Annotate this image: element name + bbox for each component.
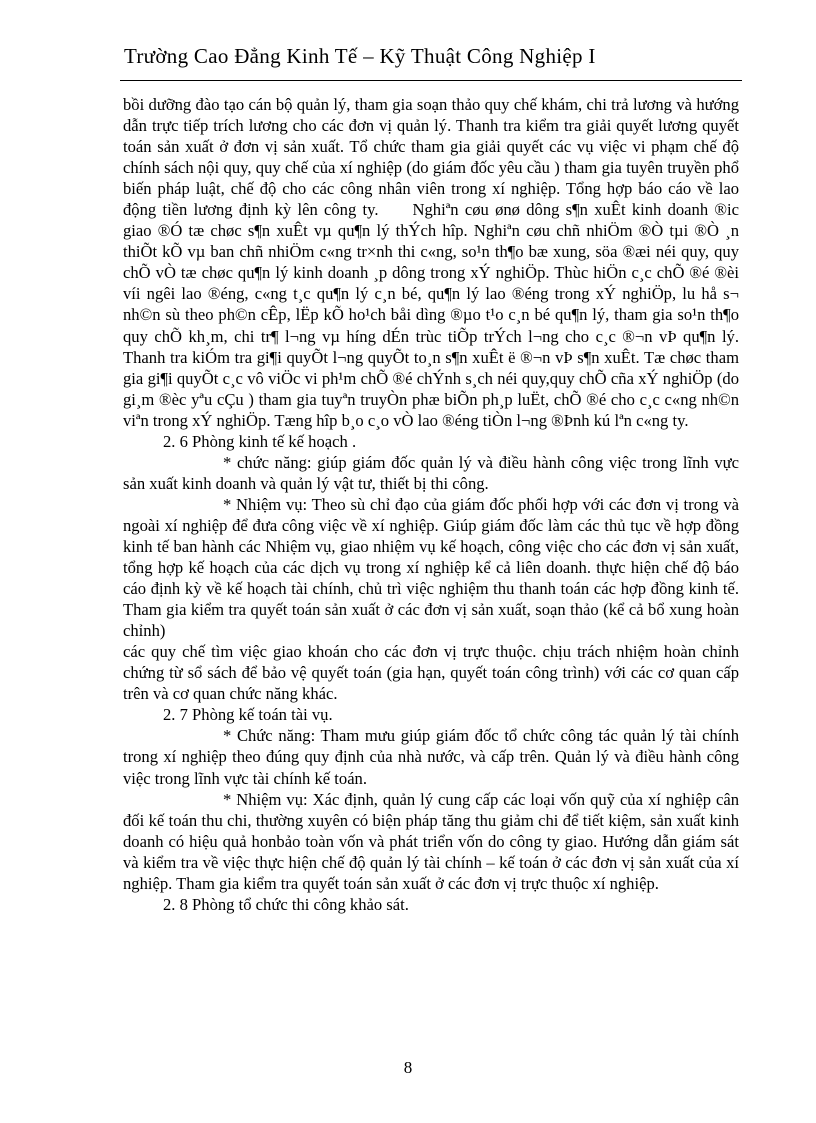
paragraph-2-6-function: * chức năng: giúp giám đốc quản lý và điều hành công việc trong lĩnh vực sản xuất kinh doanh và quản lý vật tư, thiết bị thi công.	[123, 452, 739, 493]
paragraph-garbled-encoding-text: Nghiªn cøu ønø dông s¶n xuÊt kinh doanh ®ic giao ®Ó tæ chøc s¶n xuÊt vµ qu¶n lý thÝch hîp. Nghiªn cøu chñ nhiÖm ®Ò tµi ®Ò ¸n thiÕt kÕ vµ ban chñ nhiÖm c«ng tr×nh thi c«ng, so¹n th¶o bæ xung, söa ®æi néi quy, quy chÕ vÒ tæ chøc qu¶n lý kinh doanh ¸p dông trong xÝ nghiÖp. Thùc hiÖn c¸c chÕ ®é ®èi víi ngêi lao ®éng, c«ng t¸c qu¶n lý c¸n bé, qu¶n lý lao ®éng trong xÝ nghiÖp, lu hå s¬ nh©n sù theo ph©n cÊp, lËp kÕ ho¹ch båi dìng ®µo t¹o c¸n bé qu¶n lý, tham gia so¹n th¶o quy chÕ kh¸m, chi tr¶ l¬ng vµ híng dÉn trùc tiÕp trÝch l¬ng cho c¸c ®¬n vÞ qu¶n lý. Thanh tra kiÓm tra gi¶i quyÕt l¬ng quyÕt to¸n s¶n xuÊt ë ®¬n vÞ s¶n xuÊt. Tæ chøc tham gia gi¶i quyÕt c¸c vô viÖc vi ph¹m chÕ ®é chÝnh s¸ch néi quy,quy chÕ cña xÝ nghiÖp (do gi¸m ®èc yªu cÇu ) tham gia tuyªn truyÒn phæ biÕn ph¸p luËt, chÕ ®é cho c¸c c«ng nh©n viªn trong xÝ nghiÖp. Tæng hîp b¸o c¸o vÒ lao ®éng tiÒn l¬ng ®Þnh kú lªn c«ng ty.	[123, 200, 739, 430]
header-rule	[120, 80, 742, 81]
page-header-title: Trường Cao Đẳng Kinh Tế – Kỹ Thuật Công Nghiệp I	[124, 44, 596, 68]
paragraph-2-7-function: * Chức năng: Tham mưu giúp giám đốc tổ chức công tác quản lý tài chính trong xí nghiệp theo đúng quy định của nhà nước, và cấp trên. Quản lý và điều hành công việc trong lĩnh vực tài chính kế toán.	[123, 726, 739, 788]
section-heading-2-7: 2. 7 Phòng kế toán tài vụ.	[163, 705, 333, 725]
paragraph-2-6-tasks: * Nhiệm vụ: Theo sù chỉ đạo của giám đốc phối hợp với các đơn vị trong và ngoài xí nghiệp để đưa công việc về xí nghiệp. Giúp giám đốc làm các thủ tục về hợp đồng kinh tế ban hành các Nhiệm vụ, giao nhiệm vụ kế hoạch, công việc cho các đơn vị sản xuất, tổng hợp kế hoạch của các dịch vụ trong xí nghiệp kể cả liên doanh. thực hiện chế độ báo cáo định kỳ về kế hoạch tài chính, chủ trì việc nghiệm thu thanh toán các hợp đồng kinh tế. Tham gia kiểm tra quyết toán sản xuất ở các đơn vị sản xuất, soạn thảo (kể cả bổ xung hoàn chỉnh)	[123, 494, 739, 641]
paragraph-hr-duties	[123, 94, 739, 431]
paragraph-2-7-tasks: * Nhiệm vụ: Xác định, quản lý cung cấp các loại vốn quỹ của xí nghiệp cân đối kế toán thu chi, thường xuyên có biện pháp tăng thu giảm chi để tiết kiệm, sản xuất kinh doanh có hiệu quả honbảo toàn vốn và phát triển vốn do công ty giao. Hướng dẫn giám sát và kiểm tra về việc thực hiện chế độ quản lý tài chính – kế toán ở các đơn vị sản xuất của xí nghiệp. Tham gia kiểm tra quyết toán sản xuất ở các đơn vị trực thuộc xí nghiệp.	[123, 789, 739, 893]
section-heading-2-8: 2. 8 Phòng tổ chức thi công khảo sát.	[163, 894, 409, 914]
section-heading-2-6: 2. 6 Phòng kinh tế kế hoạch .	[163, 431, 357, 451]
paragraph-hr-duties-text: bồi dưỡng đào tạo cán bộ quản lý, tham gia soạn thảo quy chế khám, chi trả lương và hướng dẫn trực tiếp trích lương cho các đơn vị quản lý. Thanh tra kiểm tra giải quyết lương quyết toán sản xuất ở đơn vị sản xuất. Tổ chức tham gia giải quyết các vụ việc vi phạm chế độ chính sách nội quy, quy chế của xí nghiệp (do giám đốc yêu cầu ) tham gia tuyên truyền phổ biến pháp luật, chế độ cho các công nhân viên trong xí nghiệp. Tổng hợp báo cáo về lao động tiền lương định kỳ lên công ty.	[123, 95, 739, 220]
document-body	[123, 94, 739, 915]
page-number: 8	[403, 1058, 413, 1077]
paragraph-2-6-tasks-continued: các quy chế tìm việc giao khoán cho các đơn vị trực thuộc. chịu trách nhiệm hoàn chỉnh chứng từ sổ sách để bảo vệ quyết toán (gia hạn, quyết toán công trình) với các cơ quan cấp trên và cơ quan chức năng khác.	[123, 642, 739, 704]
